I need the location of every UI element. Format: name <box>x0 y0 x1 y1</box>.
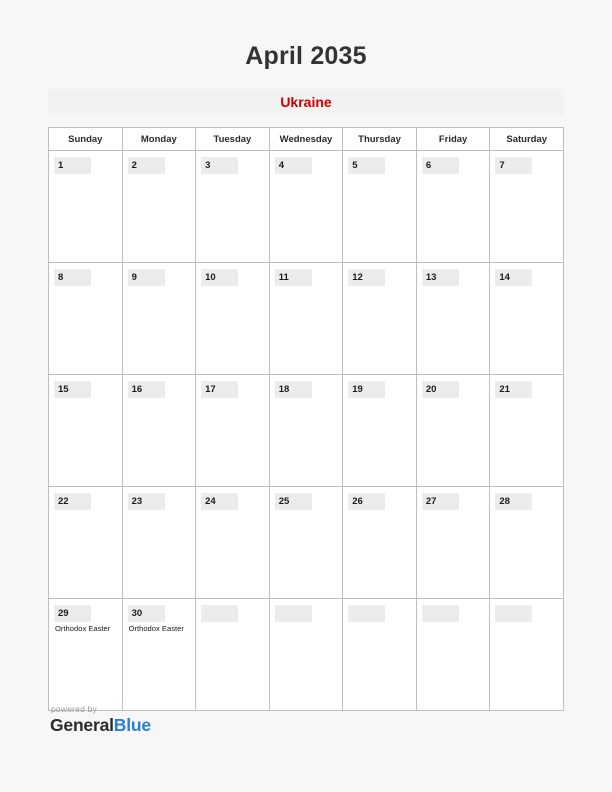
day-cell-empty <box>196 599 270 711</box>
week-row <box>49 599 564 711</box>
day-number: 20 <box>422 381 459 398</box>
day-cell[interactable] <box>196 151 270 263</box>
weekday-header-tuesday: Tuesday <box>196 128 270 151</box>
day-number: 21 <box>495 381 532 398</box>
day-cell[interactable] <box>49 599 123 711</box>
day-events <box>49 174 122 176</box>
day-number: 3 <box>201 157 238 174</box>
month-grid <box>48 127 564 711</box>
day-events <box>417 510 490 512</box>
day-events <box>49 398 122 400</box>
week-row <box>49 263 564 375</box>
day-number: 19 <box>348 381 385 398</box>
page-title: April 2035 <box>245 42 367 70</box>
day-events <box>49 622 122 633</box>
day-cell[interactable] <box>122 487 196 599</box>
day-cell[interactable] <box>122 263 196 375</box>
day-number-placeholder <box>348 605 385 622</box>
day-cell[interactable] <box>416 375 490 487</box>
day-events <box>343 398 416 400</box>
day-number: 28 <box>495 493 532 510</box>
day-number: 27 <box>422 493 459 510</box>
weekday-header-sunday: Sunday <box>49 128 123 151</box>
day-events <box>270 398 343 400</box>
weekday-header-wednesday: Wednesday <box>269 128 343 151</box>
day-events <box>123 286 196 288</box>
day-number: 1 <box>54 157 91 174</box>
weekday-header-friday: Friday <box>416 128 490 151</box>
day-number-placeholder <box>201 605 238 622</box>
brand-logo[interactable] <box>50 715 564 736</box>
day-number: 26 <box>348 493 385 510</box>
day-number: 24 <box>201 493 238 510</box>
day-cell[interactable] <box>343 263 417 375</box>
day-cell[interactable] <box>490 375 564 487</box>
day-number: 6 <box>422 157 459 174</box>
day-events <box>49 286 122 288</box>
day-events <box>417 174 490 176</box>
day-cell[interactable] <box>196 263 270 375</box>
day-events <box>123 510 196 512</box>
day-cell[interactable] <box>122 599 196 711</box>
day-number: 22 <box>54 493 91 510</box>
day-cell[interactable] <box>490 487 564 599</box>
day-events <box>196 286 269 288</box>
day-cell[interactable] <box>269 263 343 375</box>
brand-name-second: Blue <box>113 715 151 735</box>
day-cell[interactable] <box>122 151 196 263</box>
day-cell[interactable] <box>343 487 417 599</box>
day-events <box>196 398 269 400</box>
weekday-header-monday: Monday <box>122 128 196 151</box>
day-cell[interactable] <box>49 375 123 487</box>
day-number: 8 <box>54 269 91 286</box>
day-cell[interactable] <box>49 263 123 375</box>
day-number: 2 <box>128 157 165 174</box>
day-cell[interactable] <box>122 375 196 487</box>
day-events <box>417 398 490 400</box>
day-events <box>270 174 343 176</box>
day-events <box>123 398 196 400</box>
day-events <box>343 510 416 512</box>
day-number: 11 <box>275 269 312 286</box>
brand-name-first: General <box>50 715 114 735</box>
day-cell[interactable] <box>196 487 270 599</box>
weekday-header-row <box>49 128 564 151</box>
day-events <box>490 286 563 288</box>
day-events <box>123 174 196 176</box>
day-events <box>490 510 563 512</box>
day-events <box>270 510 343 512</box>
day-number-placeholder <box>422 605 459 622</box>
day-number: 10 <box>201 269 238 286</box>
week-row <box>49 151 564 263</box>
weekday-header-thursday: Thursday <box>343 128 417 151</box>
day-cell-empty <box>343 599 417 711</box>
day-cell[interactable] <box>269 375 343 487</box>
footer <box>48 704 564 736</box>
day-cell[interactable] <box>416 151 490 263</box>
day-number-placeholder <box>495 605 532 622</box>
day-cell[interactable] <box>49 151 123 263</box>
day-number: 4 <box>275 157 312 174</box>
day-cell[interactable] <box>490 263 564 375</box>
weekday-header-saturday: Saturday <box>490 128 564 151</box>
day-number: 29 <box>54 605 91 622</box>
day-cell[interactable] <box>490 151 564 263</box>
day-events <box>196 510 269 512</box>
day-events <box>490 174 563 176</box>
day-number: 30 <box>128 605 165 622</box>
country-banner <box>48 89 564 115</box>
week-row <box>49 375 564 487</box>
day-events <box>196 174 269 176</box>
day-cell-empty <box>269 599 343 711</box>
day-cell-empty <box>490 599 564 711</box>
day-events <box>123 622 196 633</box>
day-number: 15 <box>54 381 91 398</box>
day-events <box>270 286 343 288</box>
day-cell[interactable] <box>269 151 343 263</box>
week-row <box>49 487 564 599</box>
day-number: 18 <box>275 381 312 398</box>
country-name: Ukraine <box>280 94 332 110</box>
day-cell[interactable] <box>196 375 270 487</box>
day-events <box>343 286 416 288</box>
day-number: 14 <box>495 269 532 286</box>
day-number: 9 <box>128 269 165 286</box>
day-cell[interactable] <box>343 375 417 487</box>
day-number: 7 <box>495 157 532 174</box>
day-cell-empty <box>416 599 490 711</box>
day-events <box>417 286 490 288</box>
day-cell[interactable] <box>416 487 490 599</box>
day-events <box>490 398 563 400</box>
day-number: 23 <box>128 493 165 510</box>
day-number: 17 <box>201 381 238 398</box>
event-label: Orthodox Easter <box>55 624 111 633</box>
powered-by-label: powered by <box>51 704 97 714</box>
day-number-placeholder <box>275 605 312 622</box>
day-number: 12 <box>348 269 385 286</box>
day-cell[interactable] <box>49 487 123 599</box>
day-number: 5 <box>348 157 385 174</box>
day-events <box>343 174 416 176</box>
day-events <box>49 510 122 512</box>
day-cell[interactable] <box>269 487 343 599</box>
event-label: Orthodox Easter <box>128 624 184 633</box>
day-cell[interactable] <box>416 263 490 375</box>
day-number: 16 <box>128 381 165 398</box>
day-number: 13 <box>422 269 459 286</box>
day-cell[interactable] <box>343 151 417 263</box>
day-number: 25 <box>275 493 312 510</box>
